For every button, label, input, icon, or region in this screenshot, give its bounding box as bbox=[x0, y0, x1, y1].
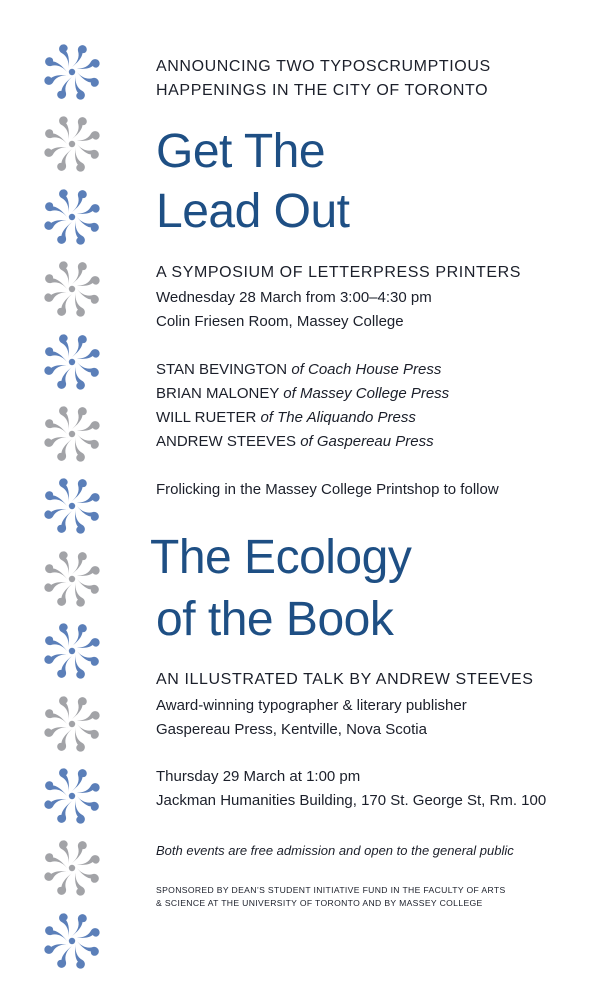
speaker-name: STAN BEVINGTON bbox=[156, 361, 288, 378]
speaker-line bbox=[156, 385, 449, 402]
pinwheel-swirl-icon bbox=[38, 617, 106, 685]
announcement-line-2: HAPPENINGS IN THE CITY OF TORONTO bbox=[156, 82, 489, 99]
event1-title-line-1: Get The bbox=[156, 125, 326, 178]
speaker-press: of The Aliquando Press bbox=[260, 409, 416, 426]
event2-location: Jackman Humanities Building, 170 St. George St, Rm. 100 bbox=[156, 792, 547, 809]
speaker-name: ANDREW STEEVES bbox=[156, 433, 297, 450]
event2-description-2: Gaspereau Press, Kentville, Nova Scotia bbox=[156, 721, 427, 738]
admission-note: Both events are free admission and open to the general public bbox=[156, 843, 514, 858]
event2-description-1: Award-winning typographer & literary publisher bbox=[156, 697, 467, 714]
pinwheel-swirl-icon bbox=[38, 545, 106, 613]
event1-date: Wednesday 28 March from 3:00–4:30 pm bbox=[156, 289, 432, 306]
speaker-line bbox=[156, 409, 416, 426]
event2-date: Thursday 29 March at 1:00 pm bbox=[156, 768, 361, 785]
speaker-line bbox=[156, 361, 441, 378]
pinwheel-swirl-icon bbox=[38, 762, 106, 830]
pinwheel-swirl-icon bbox=[38, 110, 106, 178]
speaker-name: WILL RUETER bbox=[156, 409, 257, 426]
speaker-press: of Gaspereau Press bbox=[300, 433, 434, 450]
event1-location: Colin Friesen Room, Massey College bbox=[156, 313, 404, 330]
speaker-name: BRIAN MALONEY bbox=[156, 385, 280, 402]
speaker-press: of Massey College Press bbox=[283, 385, 450, 402]
pinwheel-swirl-icon bbox=[38, 400, 106, 468]
pinwheel-swirl-icon bbox=[38, 907, 106, 975]
sponsor-line-2: & SCIENCE AT THE UNIVERSITY OF TORONTO AND BY MASSEY COLLEGE bbox=[156, 898, 483, 908]
sponsor-line-1: SPONSORED BY DEAN’S STUDENT INITIATIVE FUND IN THE FACULTY OF ARTS bbox=[156, 885, 506, 895]
event2-subtitle: AN ILLUSTRATED TALK BY ANDREW STEEVES bbox=[156, 671, 534, 688]
pinwheel-swirl-icon bbox=[38, 690, 106, 758]
announcement-line-1: ANNOUNCING TWO TYPOSCRUMPTIOUS bbox=[156, 58, 491, 75]
event1-subtitle: A SYMPOSIUM OF LETTERPRESS PRINTERS bbox=[156, 264, 522, 281]
pinwheel-swirl-icon bbox=[38, 834, 106, 902]
speaker-press: of Coach House Press bbox=[291, 361, 442, 378]
pinwheel-swirl-icon bbox=[38, 472, 106, 540]
event1-followup: Frolicking in the Massey College Printshop to follow bbox=[156, 481, 499, 498]
pinwheel-swirl-icon bbox=[38, 255, 106, 323]
speaker-line bbox=[156, 433, 434, 450]
pinwheel-swirl-icon bbox=[38, 38, 106, 106]
event2-title-line-2: of the Book bbox=[156, 593, 394, 646]
event2-title-line-1: The Ecology bbox=[150, 531, 412, 584]
pinwheel-swirl-icon bbox=[38, 183, 106, 251]
ornament-column bbox=[38, 38, 106, 978]
pinwheel-swirl-icon bbox=[38, 328, 106, 396]
event1-title-line-2: Lead Out bbox=[156, 185, 350, 238]
